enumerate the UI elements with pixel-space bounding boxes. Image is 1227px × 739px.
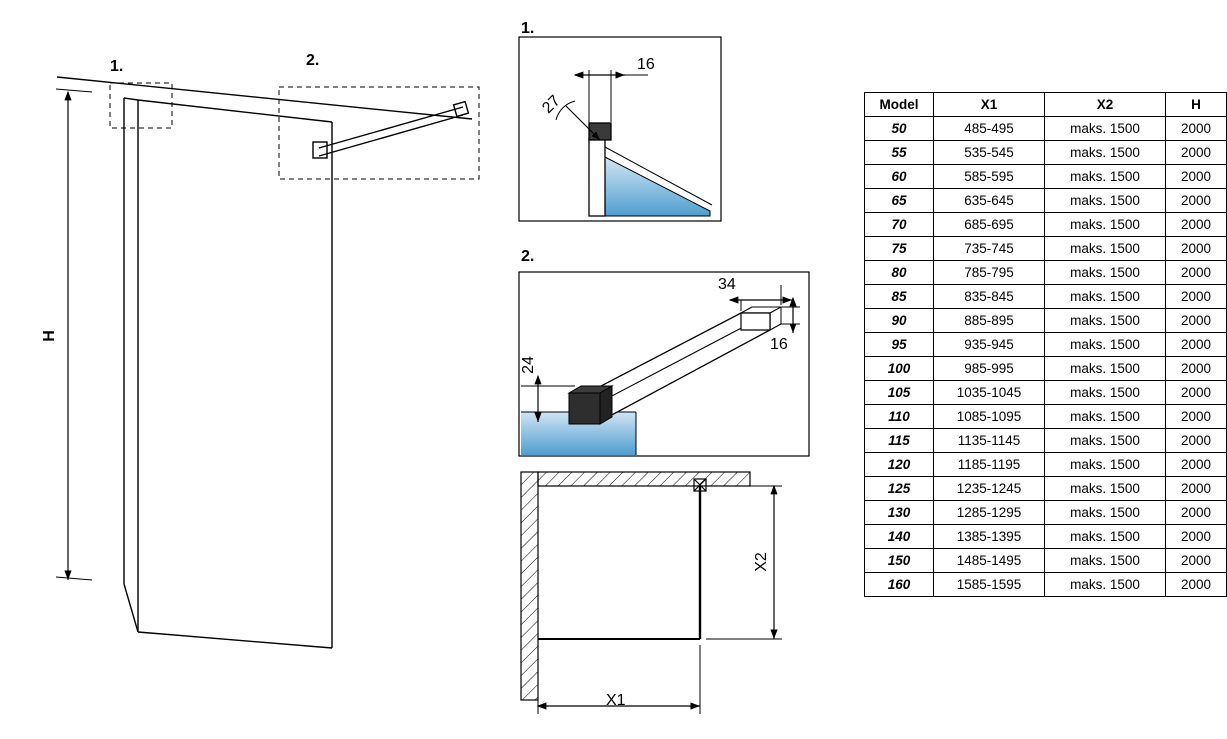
- table-row: [865, 501, 1227, 525]
- callout-boxes: [110, 83, 479, 179]
- cell-x2: maks. 1500: [1045, 381, 1166, 405]
- table-row: [865, 285, 1227, 309]
- cell-model: 70: [865, 213, 934, 237]
- cell-model: 65: [865, 189, 934, 213]
- cell-model: 60: [865, 165, 934, 189]
- detail-1-content: [556, 70, 712, 216]
- dim-detail2-34: 34: [718, 276, 736, 293]
- table-row: [865, 237, 1227, 261]
- cell-model: 120: [865, 453, 934, 477]
- detail-2-content: [521, 285, 800, 455]
- detail-2-title: 2.: [521, 248, 535, 265]
- callout-label-1: 1.: [110, 58, 124, 75]
- cell-x1: 685-695: [934, 213, 1045, 237]
- cell-model: 85: [865, 285, 934, 309]
- cell-h: 2000: [1166, 453, 1227, 477]
- header-h: H: [1166, 93, 1227, 117]
- cell-h: 2000: [1166, 381, 1227, 405]
- dim-height-H: H: [40, 330, 58, 342]
- cell-model: 160: [865, 573, 934, 597]
- cell-x2: maks. 1500: [1045, 357, 1166, 381]
- cell-model: 95: [865, 333, 934, 357]
- dim-detail1-16: 16: [637, 56, 655, 73]
- cell-x1: 785-795: [934, 261, 1045, 285]
- cell-x1: 885-895: [934, 309, 1045, 333]
- callout-box-2: [279, 87, 479, 179]
- cell-h: 2000: [1166, 309, 1227, 333]
- table-row: [865, 141, 1227, 165]
- cell-x1: 585-595: [934, 165, 1045, 189]
- cell-x2: maks. 1500: [1045, 429, 1166, 453]
- cell-x2: maks. 1500: [1045, 453, 1166, 477]
- height-dimension: [56, 89, 92, 580]
- table-row: [865, 261, 1227, 285]
- cell-h: 2000: [1166, 165, 1227, 189]
- plan-view: [521, 472, 782, 714]
- table-header-row: [865, 93, 1227, 117]
- cell-x2: maks. 1500: [1045, 573, 1166, 597]
- cell-model: 130: [865, 501, 934, 525]
- table-row: [865, 405, 1227, 429]
- cell-h: 2000: [1166, 525, 1227, 549]
- cell-x2: maks. 1500: [1045, 333, 1166, 357]
- cell-h: 2000: [1166, 405, 1227, 429]
- cell-x2: maks. 1500: [1045, 525, 1166, 549]
- cell-h: 2000: [1166, 477, 1227, 501]
- cell-x2: maks. 1500: [1045, 477, 1166, 501]
- cell-x2: maks. 1500: [1045, 165, 1166, 189]
- table-row: [865, 117, 1227, 141]
- table-row: [865, 165, 1227, 189]
- cell-model: 150: [865, 549, 934, 573]
- cell-x1: 1035-1045: [934, 381, 1045, 405]
- cell-h: 2000: [1166, 573, 1227, 597]
- cell-x1: 1385-1395: [934, 525, 1045, 549]
- header-x1: X1: [934, 93, 1045, 117]
- cell-x1: 485-495: [934, 117, 1045, 141]
- cell-x1: 1585-1595: [934, 573, 1045, 597]
- cell-x2: maks. 1500: [1045, 237, 1166, 261]
- cell-model: 110: [865, 405, 934, 429]
- cell-x2: maks. 1500: [1045, 309, 1166, 333]
- cell-h: 2000: [1166, 213, 1227, 237]
- table-row: [865, 429, 1227, 453]
- table-row: [865, 309, 1227, 333]
- main-perspective-view: [57, 77, 472, 648]
- cell-x1: 1185-1195: [934, 453, 1045, 477]
- dim-detail1-27: 27: [539, 92, 564, 117]
- table-row: [865, 357, 1227, 381]
- table-row: [865, 189, 1227, 213]
- cell-h: 2000: [1166, 501, 1227, 525]
- cell-x1: 535-545: [934, 141, 1045, 165]
- cell-x2: maks. 1500: [1045, 261, 1166, 285]
- cell-x1: 1285-1295: [934, 501, 1045, 525]
- cell-x1: 1085-1095: [934, 405, 1045, 429]
- cell-model: 55: [865, 141, 934, 165]
- header-model: Model: [865, 93, 934, 117]
- cell-h: 2000: [1166, 357, 1227, 381]
- callout-box-1: [110, 83, 172, 128]
- cell-x1: 635-645: [934, 189, 1045, 213]
- cell-h: 2000: [1166, 237, 1227, 261]
- cell-x1: 835-845: [934, 285, 1045, 309]
- cell-model: 90: [865, 309, 934, 333]
- cell-x2: maks. 1500: [1045, 117, 1166, 141]
- cell-model: 75: [865, 237, 934, 261]
- callout-label-2: 2.: [306, 52, 320, 69]
- table-row: [865, 525, 1227, 549]
- cell-x1: 1485-1495: [934, 549, 1045, 573]
- cell-model: 105: [865, 381, 934, 405]
- dim-plan-X2: X2: [752, 552, 770, 572]
- specification-table: [864, 92, 1227, 597]
- cell-x2: maks. 1500: [1045, 141, 1166, 165]
- cell-x2: maks. 1500: [1045, 405, 1166, 429]
- cell-model: 50: [865, 117, 934, 141]
- cell-h: 2000: [1166, 333, 1227, 357]
- cell-h: 2000: [1166, 261, 1227, 285]
- header-x2: X2: [1045, 93, 1166, 117]
- cell-x2: maks. 1500: [1045, 549, 1166, 573]
- cell-x2: maks. 1500: [1045, 501, 1166, 525]
- dim-detail2-24: 24: [519, 356, 537, 374]
- table-row: [865, 213, 1227, 237]
- table-row: [865, 549, 1227, 573]
- cell-h: 2000: [1166, 429, 1227, 453]
- dim-detail2-16: 16: [770, 336, 788, 353]
- cell-h: 2000: [1166, 117, 1227, 141]
- cell-model: 140: [865, 525, 934, 549]
- table-body: [865, 117, 1227, 597]
- cell-model: 125: [865, 477, 934, 501]
- cell-x1: 985-995: [934, 357, 1045, 381]
- cell-model: 115: [865, 429, 934, 453]
- cell-h: 2000: [1166, 549, 1227, 573]
- cell-x1: 1235-1245: [934, 477, 1045, 501]
- cell-x2: maks. 1500: [1045, 213, 1166, 237]
- table-row: [865, 453, 1227, 477]
- cell-x2: maks. 1500: [1045, 189, 1166, 213]
- table-row: [865, 573, 1227, 597]
- detail-1-title: 1.: [521, 20, 535, 37]
- cell-model: 100: [865, 357, 934, 381]
- cell-x1: 935-945: [934, 333, 1045, 357]
- table-row: [865, 381, 1227, 405]
- cell-h: 2000: [1166, 189, 1227, 213]
- cell-h: 2000: [1166, 285, 1227, 309]
- cell-h: 2000: [1166, 141, 1227, 165]
- cell-x1: 735-745: [934, 237, 1045, 261]
- cell-x1: 1135-1145: [934, 429, 1045, 453]
- dim-plan-X1: X1: [606, 692, 626, 709]
- cell-model: 80: [865, 261, 934, 285]
- table-row: [865, 477, 1227, 501]
- cell-x2: maks. 1500: [1045, 285, 1166, 309]
- table-row: [865, 333, 1227, 357]
